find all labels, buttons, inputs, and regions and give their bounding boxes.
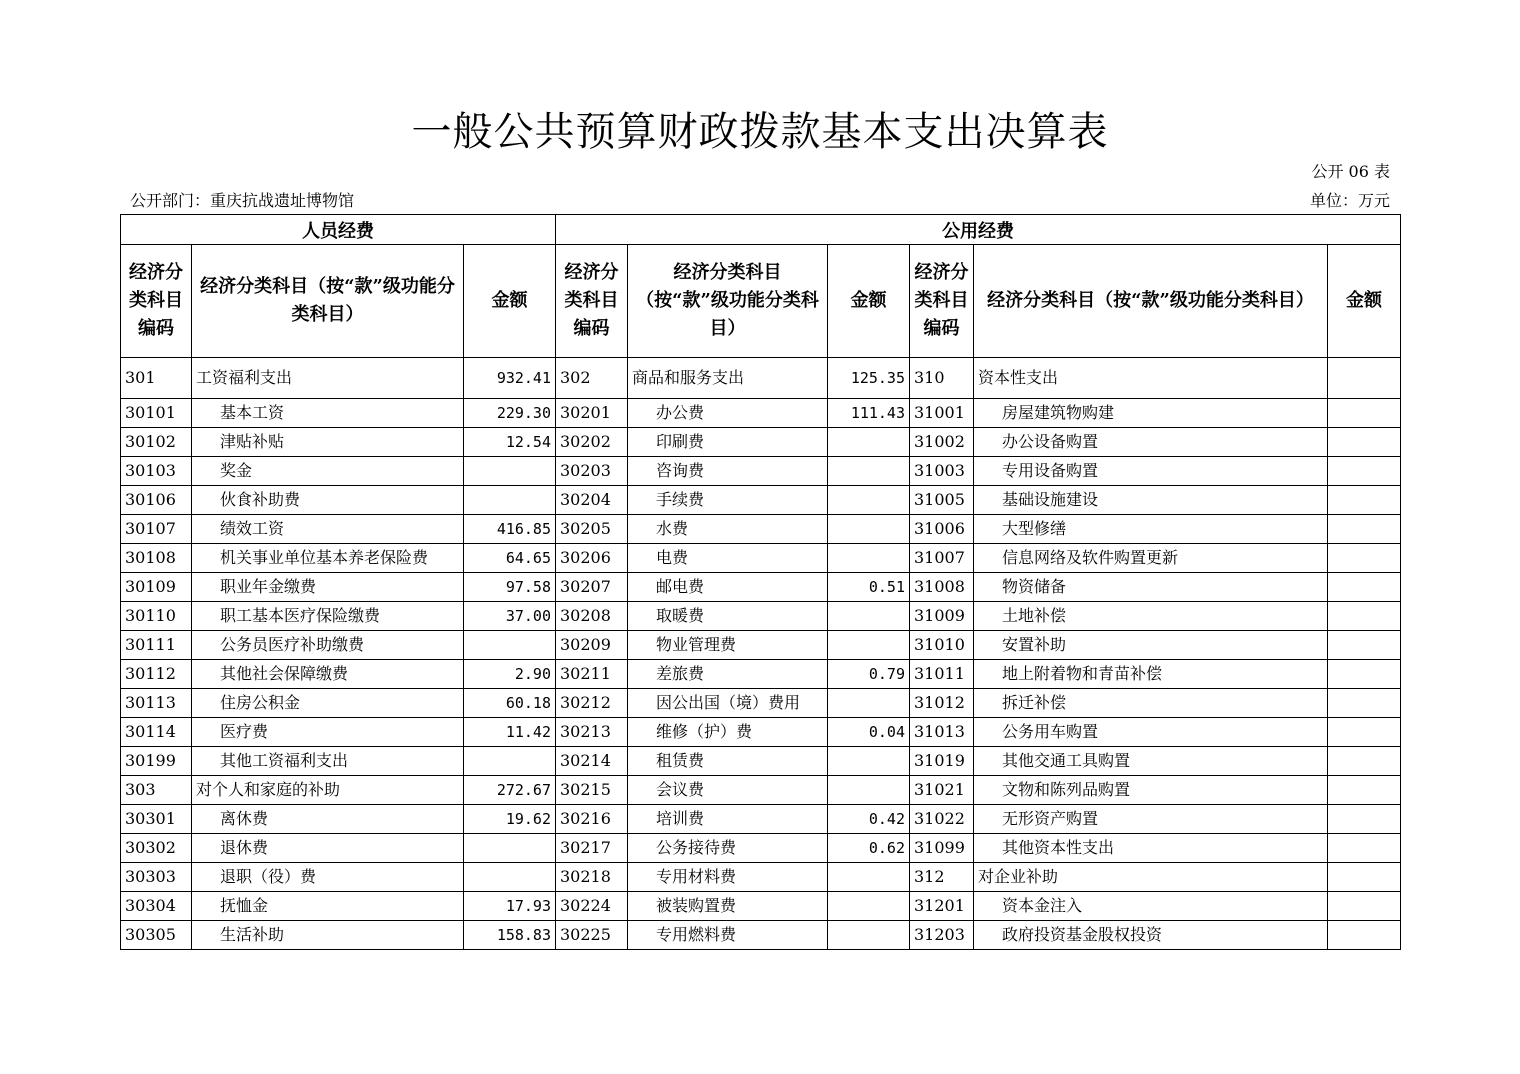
name-cell: 手续费 xyxy=(628,486,828,515)
amount-cell xyxy=(1328,602,1401,631)
code-cell: 30216 xyxy=(556,805,628,834)
name-cell: 大型修缮 xyxy=(974,515,1328,544)
amount-cell xyxy=(1328,718,1401,747)
table-row xyxy=(121,515,1401,544)
code-cell: 30305 xyxy=(121,921,192,950)
amount-cell xyxy=(828,428,910,457)
code-cell: 303 xyxy=(121,776,192,805)
table-row xyxy=(121,660,1401,689)
code-cell: 30208 xyxy=(556,602,628,631)
name-cell: 水费 xyxy=(628,515,828,544)
name-cell: 专用燃料费 xyxy=(628,921,828,950)
code-cell: 31003 xyxy=(910,457,974,486)
name-cell: 租赁费 xyxy=(628,747,828,776)
amount-cell xyxy=(464,747,556,776)
name-cell: 物业管理费 xyxy=(628,631,828,660)
name-cell: 机关事业单位基本养老保险费 xyxy=(192,544,464,573)
code-cell: 31006 xyxy=(910,515,974,544)
name-cell: 资本性支出 xyxy=(974,358,1328,399)
name-cell: 土地补偿 xyxy=(974,602,1328,631)
amount-cell: 37.00 xyxy=(464,602,556,631)
name-cell: 政府投资基金股权投资 xyxy=(974,921,1328,950)
amount-cell xyxy=(1328,863,1401,892)
name-cell: 职工基本医疗保险缴费 xyxy=(192,602,464,631)
code-cell: 30209 xyxy=(556,631,628,660)
code-cell: 31008 xyxy=(910,573,974,602)
table-row xyxy=(121,892,1401,921)
name-cell: 办公费 xyxy=(628,399,828,428)
amount-cell: 11.42 xyxy=(464,718,556,747)
name-cell: 办公设备购置 xyxy=(974,428,1328,457)
code-cell: 30110 xyxy=(121,602,192,631)
amount-cell: 12.54 xyxy=(464,428,556,457)
department-label: 公开部门：重庆抗战遗址博物馆 xyxy=(130,191,355,210)
table-row xyxy=(121,921,1401,950)
code-cell: 31099 xyxy=(910,834,974,863)
table-row xyxy=(121,457,1401,486)
table-row xyxy=(121,486,1401,515)
group-header-row xyxy=(121,215,1401,245)
name-cell: 地上附着物和青苗补偿 xyxy=(974,660,1328,689)
table-row xyxy=(121,631,1401,660)
name-cell: 邮电费 xyxy=(628,573,828,602)
code-cell: 30211 xyxy=(556,660,628,689)
amount-cell: 17.93 xyxy=(464,892,556,921)
name-cell: 会议费 xyxy=(628,776,828,805)
table-row xyxy=(121,358,1401,399)
name-cell: 因公出国（境）费用 xyxy=(628,689,828,718)
code-cell: 30212 xyxy=(556,689,628,718)
name-cell: 退职（役）费 xyxy=(192,863,464,892)
name-cell: 电费 xyxy=(628,544,828,573)
group-personnel: 人员经费 xyxy=(121,215,556,245)
code-cell: 31011 xyxy=(910,660,974,689)
code-cell: 30215 xyxy=(556,776,628,805)
name-cell: 退休费 xyxy=(192,834,464,863)
amount-cell xyxy=(828,486,910,515)
name-cell: 资本金注入 xyxy=(974,892,1328,921)
name-cell: 印刷费 xyxy=(628,428,828,457)
code-cell: 30302 xyxy=(121,834,192,863)
budget-table xyxy=(120,214,1401,950)
name-cell: 房屋建筑物购建 xyxy=(974,399,1328,428)
name-cell: 其他工资福利支出 xyxy=(192,747,464,776)
amount-cell xyxy=(828,747,910,776)
amount-cell: 158.83 xyxy=(464,921,556,950)
amount-cell xyxy=(828,457,910,486)
amount-cell xyxy=(828,544,910,573)
header-amount: 金额 xyxy=(1328,245,1401,358)
name-cell: 伙食补助费 xyxy=(192,486,464,515)
name-cell: 文物和陈列品购置 xyxy=(974,776,1328,805)
page-title: 一般公共预算财政拨款基本支出决算表 xyxy=(411,109,1109,155)
amount-cell: 932.41 xyxy=(464,358,556,399)
name-cell: 其他资本性支出 xyxy=(974,834,1328,863)
amount-cell xyxy=(1328,834,1401,863)
name-cell: 基本工资 xyxy=(192,399,464,428)
name-cell: 差旅费 xyxy=(628,660,828,689)
amount-cell xyxy=(1328,921,1401,950)
name-cell: 安置补助 xyxy=(974,631,1328,660)
amount-cell xyxy=(1328,486,1401,515)
code-cell: 30202 xyxy=(556,428,628,457)
table-row xyxy=(121,689,1401,718)
amount-cell: 0.51 xyxy=(828,573,910,602)
name-cell: 信息网络及软件购置更新 xyxy=(974,544,1328,573)
name-cell: 职业年金缴费 xyxy=(192,573,464,602)
code-cell: 30214 xyxy=(556,747,628,776)
amount-cell xyxy=(1328,457,1401,486)
code-cell: 30218 xyxy=(556,863,628,892)
code-cell: 31203 xyxy=(910,921,974,950)
name-cell: 基础设施建设 xyxy=(974,486,1328,515)
code-cell: 31005 xyxy=(910,486,974,515)
code-cell: 31021 xyxy=(910,776,974,805)
amount-cell: 97.58 xyxy=(464,573,556,602)
table-row xyxy=(121,573,1401,602)
code-cell: 30206 xyxy=(556,544,628,573)
code-cell: 30112 xyxy=(121,660,192,689)
table-row xyxy=(121,399,1401,428)
code-cell: 30217 xyxy=(556,834,628,863)
code-cell: 30107 xyxy=(121,515,192,544)
code-cell: 31009 xyxy=(910,602,974,631)
code-cell: 30225 xyxy=(556,921,628,950)
code-cell: 30203 xyxy=(556,457,628,486)
amount-cell: 111.43 xyxy=(828,399,910,428)
amount-cell xyxy=(1328,660,1401,689)
header-amount: 金额 xyxy=(464,245,556,358)
name-cell: 离休费 xyxy=(192,805,464,834)
header-name: 经济分类科目（按“款”级功能分类科目） xyxy=(628,245,828,358)
code-cell: 30101 xyxy=(121,399,192,428)
amount-cell xyxy=(464,486,556,515)
code-cell: 31010 xyxy=(910,631,974,660)
header-amount: 金额 xyxy=(828,245,910,358)
amount-cell xyxy=(1328,573,1401,602)
amount-cell xyxy=(1328,747,1401,776)
name-cell: 工资福利支出 xyxy=(192,358,464,399)
unit-label: 单位：万元 xyxy=(1309,191,1390,210)
header-name: 经济分类科目（按“款”级功能分类科目） xyxy=(974,245,1328,358)
amount-cell xyxy=(1328,689,1401,718)
amount-cell xyxy=(1328,805,1401,834)
amount-cell xyxy=(828,921,910,950)
amount-cell xyxy=(1328,631,1401,660)
header-code: 经济分类科目编码 xyxy=(910,245,974,358)
code-cell: 30303 xyxy=(121,863,192,892)
name-cell: 生活补助 xyxy=(192,921,464,950)
table-row xyxy=(121,776,1401,805)
code-cell: 30205 xyxy=(556,515,628,544)
code-cell: 30304 xyxy=(121,892,192,921)
name-cell: 物资储备 xyxy=(974,573,1328,602)
name-cell: 咨询费 xyxy=(628,457,828,486)
amount-cell xyxy=(828,892,910,921)
table-row xyxy=(121,863,1401,892)
amount-cell: 0.79 xyxy=(828,660,910,689)
code-cell: 30113 xyxy=(121,689,192,718)
name-cell: 被装购置费 xyxy=(628,892,828,921)
amount-cell: 0.04 xyxy=(828,718,910,747)
code-cell: 312 xyxy=(910,863,974,892)
name-cell: 对个人和家庭的补助 xyxy=(192,776,464,805)
amount-cell xyxy=(1328,544,1401,573)
code-cell: 30114 xyxy=(121,718,192,747)
table-row xyxy=(121,428,1401,457)
code-cell: 31013 xyxy=(910,718,974,747)
name-cell: 维修（护）费 xyxy=(628,718,828,747)
table-row xyxy=(121,834,1401,863)
amount-cell: 416.85 xyxy=(464,515,556,544)
name-cell: 对企业补助 xyxy=(974,863,1328,892)
code-cell: 31022 xyxy=(910,805,974,834)
amount-cell: 229.30 xyxy=(464,399,556,428)
name-cell: 培训费 xyxy=(628,805,828,834)
table-row xyxy=(121,718,1401,747)
name-cell: 绩效工资 xyxy=(192,515,464,544)
amount-cell: 0.42 xyxy=(828,805,910,834)
amount-cell: 19.62 xyxy=(464,805,556,834)
amount-cell xyxy=(1328,892,1401,921)
amount-cell xyxy=(464,863,556,892)
code-cell: 30224 xyxy=(556,892,628,921)
name-cell: 公务员医疗补助缴费 xyxy=(192,631,464,660)
name-cell: 津贴补贴 xyxy=(192,428,464,457)
name-cell: 抚恤金 xyxy=(192,892,464,921)
name-cell: 专用设备购置 xyxy=(974,457,1328,486)
amount-cell xyxy=(464,834,556,863)
code-cell: 30213 xyxy=(556,718,628,747)
amount-cell xyxy=(1328,776,1401,805)
name-cell: 无形资产购置 xyxy=(974,805,1328,834)
code-cell: 301 xyxy=(121,358,192,399)
table-row xyxy=(121,805,1401,834)
name-cell: 住房公积金 xyxy=(192,689,464,718)
amount-cell xyxy=(464,457,556,486)
code-cell: 31012 xyxy=(910,689,974,718)
name-cell: 商品和服务支出 xyxy=(628,358,828,399)
code-cell: 31002 xyxy=(910,428,974,457)
code-cell: 31019 xyxy=(910,747,974,776)
code-cell: 31007 xyxy=(910,544,974,573)
code-cell: 30111 xyxy=(121,631,192,660)
header-code: 经济分类科目编码 xyxy=(121,245,192,358)
name-cell: 奖金 xyxy=(192,457,464,486)
name-cell: 公务接待费 xyxy=(628,834,828,863)
name-cell: 医疗费 xyxy=(192,718,464,747)
amount-cell xyxy=(464,631,556,660)
code-cell: 30301 xyxy=(121,805,192,834)
amount-cell: 2.90 xyxy=(464,660,556,689)
amount-cell xyxy=(828,863,910,892)
code-cell: 30204 xyxy=(556,486,628,515)
amount-cell xyxy=(1328,358,1401,399)
amount-cell xyxy=(828,776,910,805)
amount-cell: 125.35 xyxy=(828,358,910,399)
amount-cell: 60.18 xyxy=(464,689,556,718)
name-cell: 其他交通工具购置 xyxy=(974,747,1328,776)
amount-cell xyxy=(1328,428,1401,457)
group-public: 公用经费 xyxy=(556,215,1401,245)
table-row xyxy=(121,544,1401,573)
table-code-label: 公开 06 表 xyxy=(1311,162,1390,181)
column-header-row xyxy=(121,245,1401,358)
amount-cell xyxy=(828,689,910,718)
amount-cell: 64.65 xyxy=(464,544,556,573)
amount-cell xyxy=(828,631,910,660)
amount-cell xyxy=(1328,399,1401,428)
amount-cell xyxy=(828,515,910,544)
header-code: 经济分类科目编码 xyxy=(556,245,628,358)
code-cell: 30103 xyxy=(121,457,192,486)
code-cell: 30199 xyxy=(121,747,192,776)
amount-cell: 272.67 xyxy=(464,776,556,805)
header-name: 经济分类科目（按“款”级功能分类科目） xyxy=(192,245,464,358)
code-cell: 30109 xyxy=(121,573,192,602)
name-cell: 其他社会保障缴费 xyxy=(192,660,464,689)
code-cell: 30108 xyxy=(121,544,192,573)
code-cell: 310 xyxy=(910,358,974,399)
amount-cell xyxy=(828,602,910,631)
code-cell: 31201 xyxy=(910,892,974,921)
table-row xyxy=(121,602,1401,631)
amount-cell: 0.62 xyxy=(828,834,910,863)
code-cell: 30207 xyxy=(556,573,628,602)
name-cell: 公务用车购置 xyxy=(974,718,1328,747)
code-cell: 30201 xyxy=(556,399,628,428)
table-row xyxy=(121,747,1401,776)
amount-cell xyxy=(1328,515,1401,544)
name-cell: 拆迁补偿 xyxy=(974,689,1328,718)
code-cell: 30106 xyxy=(121,486,192,515)
code-cell: 30102 xyxy=(121,428,192,457)
name-cell: 专用材料费 xyxy=(628,863,828,892)
code-cell: 31001 xyxy=(910,399,974,428)
name-cell: 取暖费 xyxy=(628,602,828,631)
code-cell: 302 xyxy=(556,358,628,399)
